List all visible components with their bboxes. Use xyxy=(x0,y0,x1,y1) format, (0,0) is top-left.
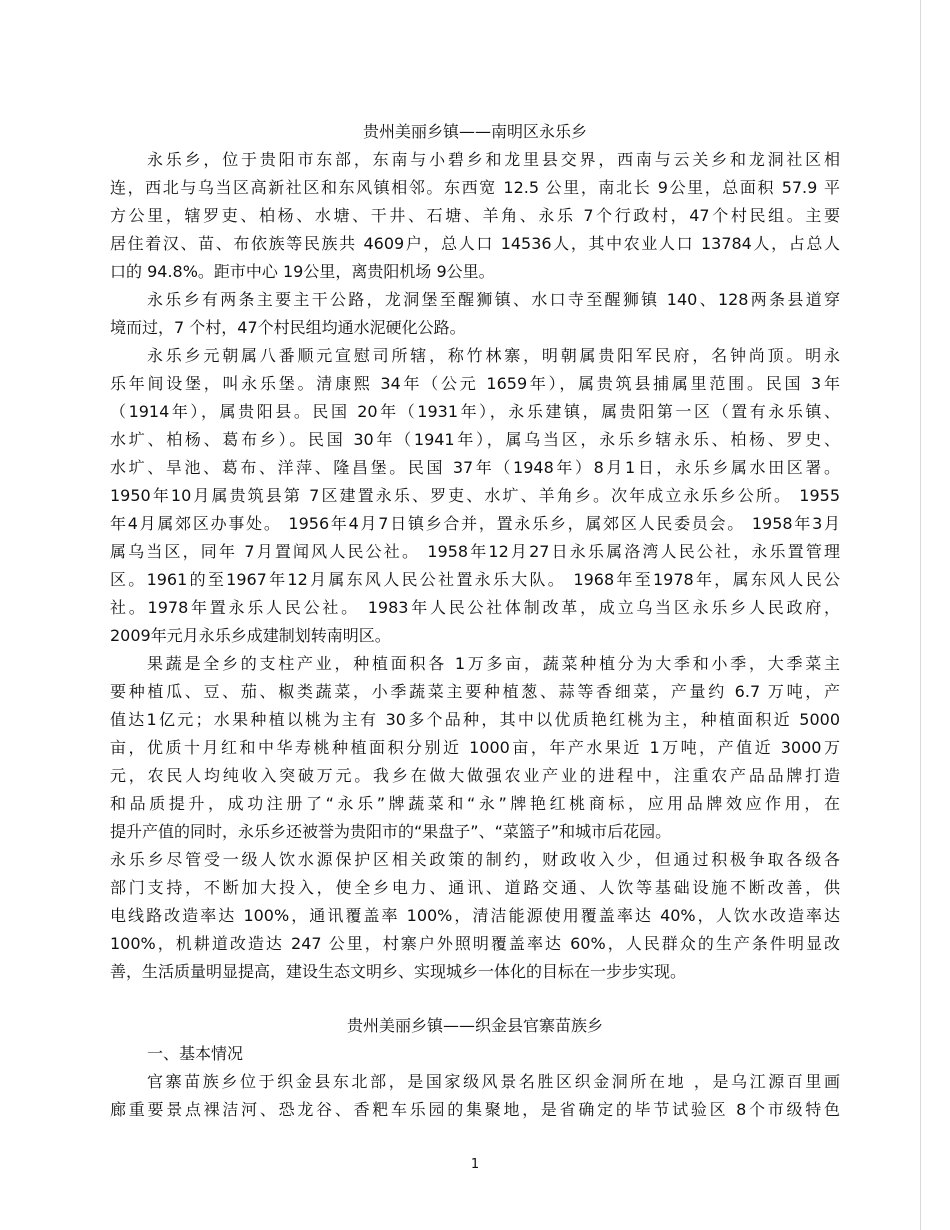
paragraph-line: 方公里，辖罗吏、柏杨、水塘、干井、石塘、羊角、永乐 7个行政村，47个村民组。主要 xyxy=(110,206,840,225)
paragraph-line: 部门支持，不断加大投入，使全乡电力、通讯、道路交通、人饮等基础设施不断改善，供 xyxy=(110,878,840,897)
paragraph-line: 要种植瓜、豆、茄、椒类蔬菜，小季蔬菜主要种植葱、蒜等香细菜，产量约 6.7 万吨，产 xyxy=(110,682,840,701)
paragraph-line: 1950年10月属贵筑县第 7区建置永乐、罗吏、水圹、羊角乡。次年成立永乐乡公所。 1955 xyxy=(110,486,840,505)
paragraph-line: 果蔬是全乡的支柱产业，种植面积各 1万多亩，蔬菜种植分为大季和小季，大季菜主 xyxy=(147,654,840,673)
paragraph-line: 属乌当区，同年 7月置闻风人民公社。 1958年12月27日永乐属洛湾人民公社，永乐置管理 xyxy=(110,542,840,561)
paragraph-line: 廊重要景点裸洁河、恐龙谷、香粑车乐园的集聚地，是省确定的毕节试验区 8个市级特色 xyxy=(110,1100,840,1119)
section-gap xyxy=(110,986,840,1012)
paragraph-line: （1914年），属贵阳县。民国 20年（1931年），永乐建镇，属贵阳第一区（置有永乐镇、 xyxy=(110,402,840,421)
paragraph-line: 电线路改造率达 100%，通讯覆盖率 100%，清洁能源使用覆盖率达 40%，人饮水改造率达 xyxy=(110,906,840,925)
section-title-yongle: 贵州美丽乡镇——南明区永乐乡 xyxy=(362,122,587,141)
section-body-yongle xyxy=(110,146,840,986)
paragraph-line: 区。1961的至1967年12月属东风人民公社置永乐大队。 1968年至1978年，属东风人民公 xyxy=(110,570,840,589)
section-body-guanzhai xyxy=(110,1068,840,1124)
paragraph-line: 水圹、柏杨、葛布乡）。民国 30年（1941年），属乌当区，永乐乡辖永乐、柏杨、罗史、 xyxy=(110,430,840,449)
paragraph-line: 年4月属郊区办事处。 1956年4月7日镇乡合并，置永乐乡，属郊区人民委员会。 1958年3月 xyxy=(110,514,840,533)
paragraph-line: 连，西北与乌当区高新社区和东风镇相邻。东西宽 12.5 公里，南北长 9公里，总面积 57.9 平 xyxy=(110,178,840,197)
paragraph-line: 永乐乡有两条主要主干公路，龙洞堡至醒狮镇、水口寺至醒狮镇 140、128两条县道穿 xyxy=(147,290,840,309)
section-title-guanzhai: 贵州美丽乡镇——织金县官寨苗族乡 xyxy=(346,1016,603,1035)
paragraph-line: 官寨苗族乡位于织金县东北部，是国家级风景名胜区织金洞所在地 ，是乌江源百里画 xyxy=(147,1072,840,1091)
paragraph-line: 善，生活质量明显提高，建设生态文明乡、实现城乡一体化的目标在一步步实现。 xyxy=(110,962,687,981)
paragraph-line: 永乐乡元朝属八番顺元宣慰司所辖，称竹林寨，明朝属贵阳军民府，名钟尚顶。明永 xyxy=(147,346,840,365)
paragraph-line: 口的 94.8%。距市中心 19公里，离贵阳机场 9公里。 xyxy=(110,262,495,281)
paragraph-line: 社。1978年置永乐人民公社。 1983年人民公社体制改革，成立乌当区永乐乡人民政府， xyxy=(110,598,840,617)
paragraph-line: 永乐乡尽管受一级人饮水源保护区相关政策的制约，财政收入少，但通过积极争取各级各 xyxy=(110,850,840,869)
subsection-heading: 一、基本情况 xyxy=(147,1044,244,1063)
paragraph-line: 提升产值的同时，永乐乡还被誉为贵阳市的“果盘子”、“菜篮子”和城市后花园。 xyxy=(110,822,672,841)
document-page xyxy=(110,118,840,1124)
paragraph-line: 元，农民人均纯收入突破万元。我乡在做大做强农业产业的进程中，注重农产品品牌打造 xyxy=(110,766,840,785)
paragraph-line: 和品质提升，成功注册了“永乐”牌蔬菜和“永”牌艳红桃商标，应用品牌效应作用，在 xyxy=(110,794,840,813)
paragraph-line: 100%，机耕道改造达 247 公里，村寨户外照明覆盖率达 60%，人民群众的生产条件明显改 xyxy=(110,934,840,953)
paragraph-line: 居住着汉、苗、布依族等民族共 4609户，总人口 14536人，其中农业人口 13784人，占总人 xyxy=(110,234,840,253)
paragraph-line: 永乐乡，位于贵阳市东部，东南与小碧乡和龙里县交界，西南与云关乡和龙洞社区相 xyxy=(147,150,840,169)
paragraph-line: 水圹、旱池、葛布、洋萍、隆昌堡。民国 37年（1948年）8月1日，永乐乡属水田区署。 xyxy=(110,458,840,477)
paragraph-line: 乐年间设堡，叫永乐堡。清康熙 34年（公元 1659年），属贵筑县捕属里范围。民国 3年 xyxy=(110,374,840,393)
page-number: 1 xyxy=(470,1157,480,1172)
paragraph-line: 2009年元月永乐乡成建制划转南明区。 xyxy=(110,626,391,645)
page-edge-rule xyxy=(920,0,921,1230)
paragraph-line: 值达1亿元；水果种植以桃为主有 30多个品种，其中以优质艳红桃为主，种植面积近 5000 xyxy=(110,710,840,729)
paragraph-line: 亩，优质十月红和中华寿桃种植面积分别近 1000亩，年产水果近 1万吨，产值近 3000万 xyxy=(110,738,840,757)
paragraph-line: 境而过，7 个村，47个村民组均通水泥硬化公路。 xyxy=(110,318,466,337)
